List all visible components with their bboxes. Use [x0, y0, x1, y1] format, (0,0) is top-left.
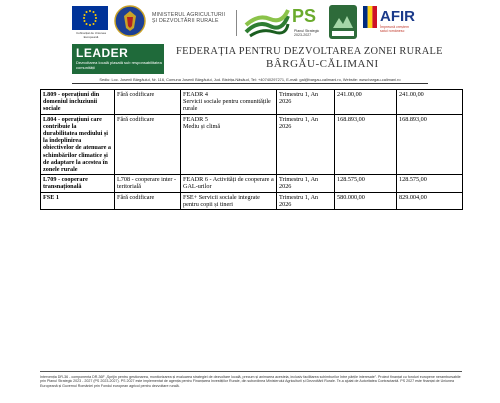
fdzr-badge-icon	[328, 4, 358, 40]
table-cell: L809 - operațiuni din domeniul incluziunii sociale	[41, 90, 115, 115]
table-cell: FEADR 4 Servicii sociale pentru comunitățile rurale	[181, 90, 277, 115]
table-cell: Trimestru 1, An 2026	[277, 114, 335, 175]
header-divider	[236, 10, 237, 36]
romanian-flag-icon	[363, 6, 377, 28]
header-rule	[72, 83, 428, 84]
table-cell: FEADR 5 Mediu și climă	[181, 114, 277, 175]
table-row	[41, 175, 463, 192]
afir-caption-line2: satul românesc	[380, 29, 405, 33]
table-cell: 128.575,00	[335, 175, 397, 192]
afir-caption	[380, 25, 409, 33]
table-cell: Trimestru 1, An 2026	[277, 175, 335, 192]
table-cell: 168.893,00	[397, 114, 463, 175]
ps-caption-line2: 2023-2027	[294, 33, 312, 37]
table-row	[41, 114, 463, 175]
table-cell: L804 - operațiuni care contribuie la durabilitatea mediului și la îndeplinirea obiectivelor de atenuare a schimbărilor climatice și de adaptare la acestea în zonele rurale	[41, 114, 115, 175]
ministry-name	[152, 12, 225, 24]
table-cell: Trimestru 1, An 2026	[277, 192, 335, 209]
leader-subtitle: Dezvoltarea locală plasată sub responsabilitatea comunității	[76, 60, 162, 70]
header-logos	[0, 4, 500, 42]
afir-brand: AFIR	[380, 8, 415, 25]
table-cell: 829.004,00	[397, 192, 463, 209]
federation-title: FEDERAȚIA PENTRU DEZVOLTAREA ZONEI RURALE	[176, 46, 443, 57]
eu-caption: Cofinanțat de Uniunea Europeană	[76, 31, 106, 39]
table-cell: 241.00,00	[335, 90, 397, 115]
table-cell: L708 - cooperare inter - teritorială	[115, 175, 181, 192]
budget-table	[40, 89, 463, 210]
romanian-government-crest-icon	[114, 4, 146, 38]
table-row	[41, 90, 463, 115]
ps-brand: PS	[292, 6, 317, 26]
table-row	[41, 192, 463, 209]
ministry-line2: ȘI DEZVOLTĂRII RURALE	[152, 18, 219, 24]
table-cell: FSE+ Servicii sociale integrate pentru copii și tineri	[181, 192, 277, 209]
table-cell: FEADR 6 - Activități de cooperare a GAL-urilor	[181, 175, 277, 192]
table-cell: Fără codificare	[115, 192, 181, 209]
table-cell: Trimestru 1, An 2026	[277, 90, 335, 115]
footer-disclaimer: Intervenția DR-36 - componenta DR-36F „Sprijin pentru gestionarea, monitorizarea și evaluarea strategiei de dezvoltare locală, precum și animarea acesteia, inclusiv facilitarea schimburilor între părțile interesate”. Proiect finanțat cu fonduri europene nerambursabile prin Planul Strategic 2023 - 2027 (PS 2023-2027). PS 2027 este implementat de agenția pentru Finanțarea Investițiilor Rurale, din subordinea Ministerului Agriculturii și Dezvoltării Rurale. Te-a ajutat de Autoritatea Contractantă. PS 2027 este finanțat de Uniunea Europeană și Guvernul României prin Fondul european agricol pentru dezvoltare rurală.	[40, 375, 461, 388]
eu-flag-icon	[72, 6, 108, 30]
ps-caption	[294, 29, 319, 37]
federation-subtitle: BÂRGĂU-CĂLIMANI	[266, 58, 379, 70]
contact-line: Sediu: Loc. Josenii Bârgăului, Nr. 116, Comuna Josenii Bârgăului, Jud. Bistrița-Năsăud, Tel: +40740297271, E-mail: gal@bargau-calimani.ro, Website: www.bargau-calimani.ro	[99, 77, 401, 82]
table-cell: L709 - cooperare transnațională	[41, 175, 115, 192]
ps-rural-landscape-icon	[244, 6, 290, 38]
leader-title: LEADER	[76, 46, 129, 60]
footer-rule	[40, 371, 462, 372]
table-cell: Fără codificare	[115, 90, 181, 115]
table-cell: 128.575,00	[397, 175, 463, 192]
table-cell: Fără codificare	[115, 114, 181, 175]
table-cell: FSE 1	[41, 192, 115, 209]
table-cell: 168.893,00	[335, 114, 397, 175]
leader-logo	[72, 44, 164, 74]
ministry-line1: MINISTERUL AGRICULTURII	[152, 12, 226, 18]
table-cell: 241.00,00	[397, 90, 463, 115]
ps-caption-line1: Planul Strategic	[294, 29, 320, 33]
afir-caption-line1: Împreună creștem	[380, 25, 409, 29]
table-cell: 580.000,00	[335, 192, 397, 209]
